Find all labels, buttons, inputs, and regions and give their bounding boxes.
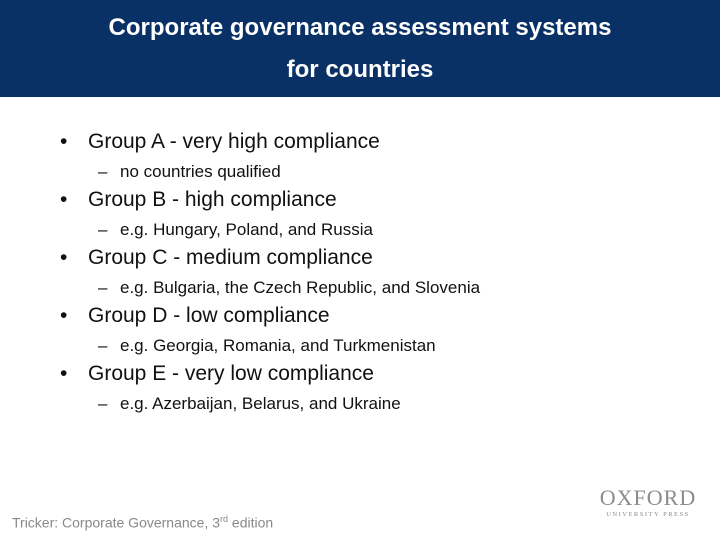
footer-citation-text: Tricker: Corporate Governance, 3	[12, 514, 221, 531]
sub-bullet-marker: –	[98, 278, 108, 297]
slide-title-line-2: for countries	[286, 55, 434, 83]
oxford-university-press-logo	[596, 486, 700, 520]
bullet-text: Group D - low compliance	[88, 304, 330, 327]
sub-bullet-text: e.g. Azerbaijan, Belarus, and Ukraine	[120, 394, 401, 413]
footer-citation	[12, 514, 273, 531]
slide-title-line-1: Corporate governance assessment systems	[108, 13, 612, 41]
logo-wordmark: OXFORD	[599, 485, 697, 510]
bullet-marker: •	[60, 246, 68, 269]
sub-bullet-text: e.g. Georgia, Romania, and Turkmenistan	[120, 336, 436, 355]
sub-bullet-text: e.g. Bulgaria, the Czech Republic, and Slovenia	[120, 278, 481, 297]
sub-bullet-group-d	[98, 336, 436, 356]
bullet-marker: •	[60, 362, 68, 385]
sub-bullet-group-a	[98, 162, 281, 182]
bullet-group-d	[60, 304, 330, 328]
bullet-group-e	[60, 362, 374, 386]
sub-bullet-marker: –	[98, 220, 108, 239]
bullet-marker: •	[60, 130, 68, 153]
bullet-text: Group A - very high compliance	[88, 130, 380, 153]
sub-bullet-group-e	[98, 394, 401, 414]
bullet-marker: •	[60, 188, 68, 211]
sub-bullet-marker: –	[98, 394, 108, 413]
bullet-text: Group C - medium compliance	[88, 246, 373, 269]
logo-subtext: UNIVERSITY PRESS	[606, 511, 690, 518]
sub-bullet-marker: –	[98, 336, 108, 355]
sub-bullet-group-b	[98, 220, 373, 240]
sub-bullet-text: no countries qualified	[120, 162, 281, 181]
footer-citation-suffix: edition	[228, 514, 274, 531]
bullet-group-b	[60, 188, 337, 212]
bullet-group-a	[60, 130, 380, 154]
footer-citation-superscript: rd	[220, 514, 229, 524]
sub-bullet-marker: –	[98, 162, 108, 181]
sub-bullet-group-c	[98, 278, 480, 298]
bullet-group-c	[60, 246, 373, 270]
sub-bullet-text: e.g. Hungary, Poland, and Russia	[120, 220, 373, 239]
bullet-text: Group E - very low compliance	[88, 362, 374, 385]
bullet-text: Group B - high compliance	[88, 188, 337, 211]
bullet-marker: •	[60, 304, 68, 327]
